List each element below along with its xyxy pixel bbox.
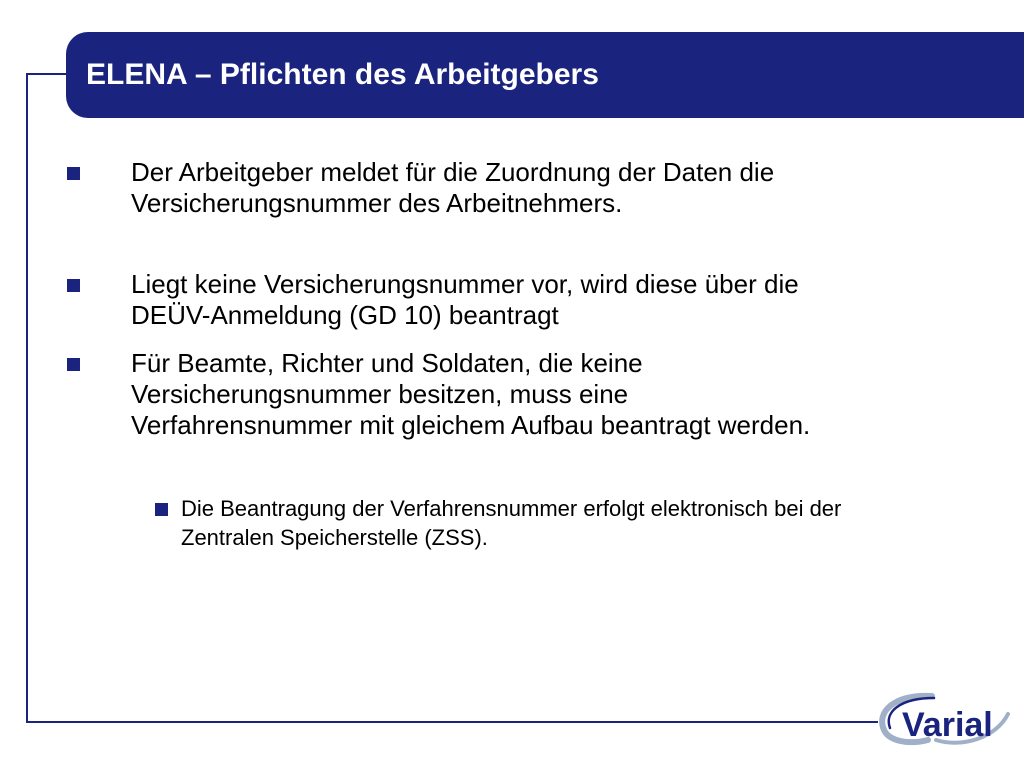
sub-bullet-text: Die Beantragung der Verfahrensnummer erfolgt elektronisch bei der Zentralen Speicherstelle (ZSS). [181,496,842,550]
bullet-item [131,157,851,219]
bullet-item [131,269,851,331]
frame-top-line [26,73,70,75]
logo-wordmark: Varial [902,706,993,744]
square-bullet-icon [67,358,80,371]
bullet-text: Für Beamte, Richter und Soldaten, die keine Versicherungsnummer besitzen, muss eine Verfahrensnummer mit gleichem Aufbau beantragt werden. [131,348,811,440]
bullet-item [131,348,851,441]
square-bullet-icon [67,279,80,292]
frame-bottom-line [26,721,878,723]
varial-logo-icon [872,690,1012,750]
square-bullet-icon [155,503,168,516]
slide-title: ELENA – Pflichten des Arbeitgebers [86,58,599,91]
bullet-text: Liegt keine Versicherungsnummer vor, wird diese über die DEÜV-Anmeldung (GD 10) beantragt [131,269,799,330]
varial-logo [872,690,1012,750]
sub-bullet-item [181,494,861,552]
square-bullet-icon [67,167,80,180]
bullet-text: Der Arbeitgeber meldet für die Zuordnung der Daten die Versicherungsnummer des Arbeitnehmers. [131,157,775,218]
frame-left-line [26,73,28,723]
